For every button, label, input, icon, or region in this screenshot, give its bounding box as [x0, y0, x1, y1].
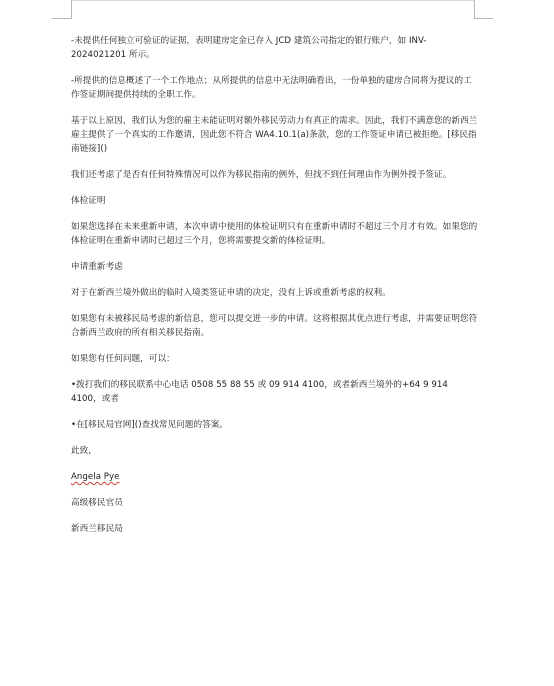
paragraph-work-location: -所提供的信息概述了一个工作地点；从所提供的信息中无法明确看出，一份单独的建房合同将为提议的工作签证期间提供持续的全职工作。: [71, 76, 472, 100]
paragraph-medical-validity: 如果您选择在未来重新申请，本次申请中使用的体检证明只有在重新申请时不超过三个月才有效。如果您的体检证明在重新申请时已超过三个月，您将需要提交新的体检证明。: [71, 222, 478, 246]
signature-name-text: Angela Pye: [71, 472, 120, 482]
signature-title: 高级移民官员: [71, 498, 123, 508]
list-item-contact-phone: •拨打我们的移民联系中心电话 0508 55 88 55 或 09 914 4100，或者新西兰境外的+64 9 914 4100，或者: [71, 380, 448, 404]
corner-mark-top-left-vertical: [71, 0, 72, 19]
list-item-website-faq: •在[移民局官网]()查找常见问题的答案。: [71, 420, 229, 430]
corner-mark-top-right: [474, 18, 493, 19]
paragraph-new-information: 如果您有未被移民局考虑的新信息，您可以提交进一步的申请。这将根据其优点进行考虑，并需要证明您符合新西兰政府的所有相关移民指南。: [71, 314, 478, 338]
corner-mark-top-left: [52, 18, 71, 19]
organization-name: 新西兰移民局: [71, 524, 123, 534]
page-top-edge: [72, 0, 474, 1]
paragraph-no-appeal-rights: 对于在新西兰境外做出的临时入境类签证申请的决定，没有上诉或重新考虑的权利。: [71, 288, 391, 298]
closing-salutation: 此致，: [71, 446, 97, 456]
document-body[interactable]: [71, 34, 479, 548]
paragraph-questions-intro: 如果您有任何问题，可以：: [71, 354, 175, 364]
paragraph-no-evidence-deposit: -未提供任何独立可验证的证据，表明建房定金已存入 JCD 建筑公司指定的银行账户，如 INV-2024021201 所示。: [71, 36, 427, 60]
paragraph-special-circumstances: 我们还考虑了是否有任何特殊情况可以作为移民指南的例外，但找不到任何理由作为例外授予签证。: [71, 170, 452, 180]
signature-name: [71, 470, 479, 484]
paragraph-decision-reasons: 基于以上原因，我们认为您的雇主未能证明对额外移民劳动力有真正的需求。因此，我们不满意您的新西兰雇主提供了一个真实的工作邀请，因此您不符合 WA4.10.1(a)条款，您的工作签证申请已被拒绝。[移民指南链接](): [71, 116, 478, 154]
heading-reconsideration: 申请重新考虑: [71, 262, 123, 272]
heading-medical-certificate: 体检证明: [71, 196, 106, 206]
corner-mark-top-right-vertical: [474, 0, 475, 19]
